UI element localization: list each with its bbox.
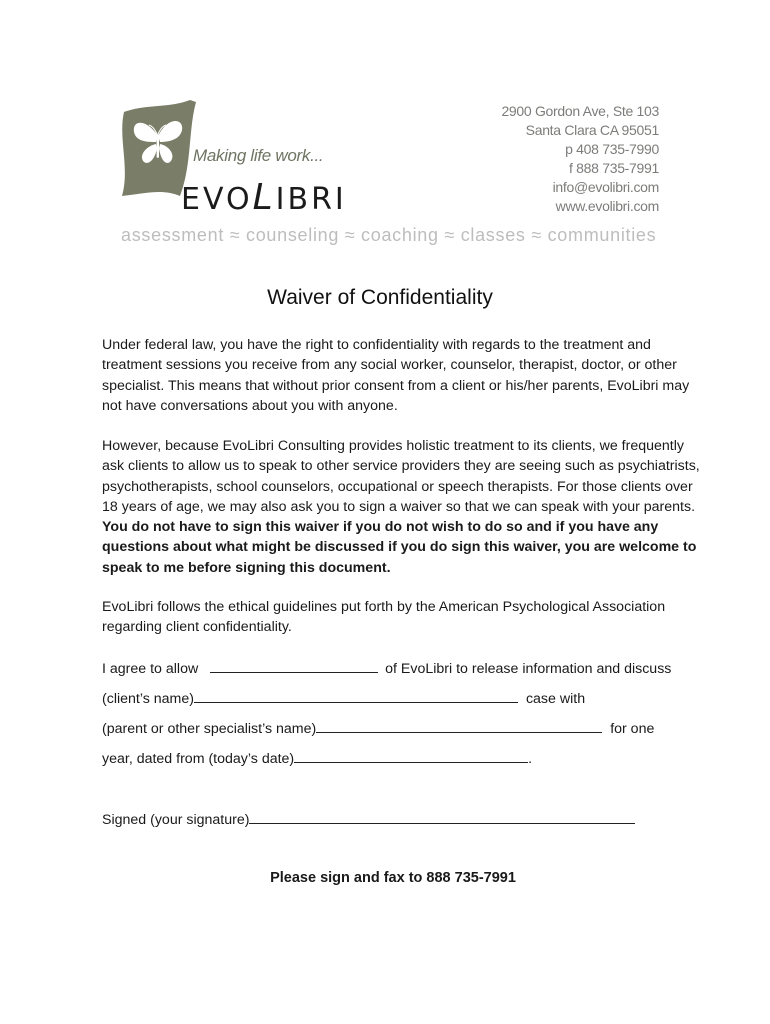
parent-row: (parent or other specialist’s name) for one (102, 718, 654, 737)
city-line: Santa Clara CA 95051 (525, 121, 659, 138)
signature-field[interactable] (249, 809, 635, 824)
signature-row: Signed (your signature) (102, 809, 635, 828)
fax-instruction: Please sign and fax to 888 735-7991 (270, 870, 516, 886)
tagline: Making life work... (193, 146, 324, 165)
document-title: Waiver of Confidentiality (267, 286, 493, 309)
paragraph-rights: Under federal law, you have the right to confidentiality with regards to the treatment and treatment sessions you receive from any social worker, counselor, therapist, doctor, or other specialist. This means that without prior consent from a client or his/her parents, EvoLibri may not have conversations about you with anyone. (102, 337, 690, 414)
date-row: year, dated from (today’s date) . (102, 748, 532, 767)
parent-specialist-name-field[interactable] (316, 718, 602, 733)
services-line: assessment ≈ counseling ≈ coaching ≈ classes ≈ communities (121, 225, 657, 245)
paragraph-ethics: EvoLibri follows the ethical guidelines put forth by the American Psychological Association regarding client confidentiality. (102, 599, 666, 636)
brand-wordmark: EVOLIBRI (181, 177, 347, 218)
website: www.evolibri.com (555, 197, 659, 214)
agree-row: I agree to allow of EvoLibri to release information and discuss (102, 658, 671, 677)
address-line: 2900 Gordon Ave, Ste 103 (501, 103, 659, 119)
date-field[interactable] (294, 748, 528, 763)
provider-name-field[interactable] (210, 658, 378, 673)
phone-number: p 408 735-7990 (565, 140, 659, 157)
contact-block (501, 102, 659, 215)
paragraph-holistic: However, because EvoLibri Consulting provides holistic treatment to its clients, we frequently ask clients to allow us to speak to other service providers they are seeing such as psychiatrists, psychotherapists, school counselors, occupational or speech therapists. For those clients over 18 years of age, we may also ask you to sign a waiver so that we can speak with your parents. You do not have to sign this waiver if you do not wish to do so and if you have any questions about what might be discussed if you do sign this waiver, you are welcome to speak to me before signing this document. (102, 438, 700, 576)
bold-notice: You do not have to sign this waiver if you do not wish to do so and if you have any questions about what might be discussed if you do sign this waiver, you are welcome to speak to me before signing this document. (102, 519, 697, 576)
email-address: info@evolibri.com (552, 178, 659, 195)
fax-number: f 888 735-7991 (569, 159, 659, 176)
client-name-field[interactable] (194, 688, 518, 703)
client-row: (client’s name) case with (102, 688, 585, 707)
